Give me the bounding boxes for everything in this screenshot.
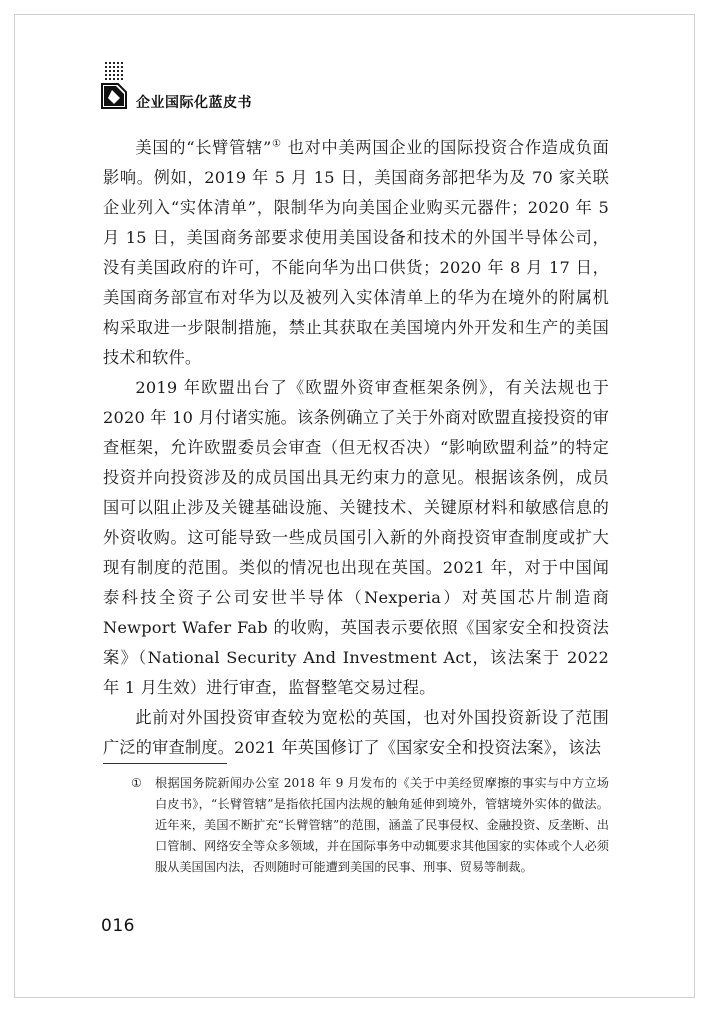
paragraph-1-lead: 美国的“长臂管辖” xyxy=(135,138,272,157)
book-stripes-logo-icon xyxy=(96,60,130,110)
series-title: 企业国际化蓝皮书 xyxy=(136,95,252,111)
paragraph-3: 此前对外国投资审查较为宽松的英国，也对外国投资新设了范围广泛的审查制度。2021 年英国修订了《国家安全和投资法案》，该法 xyxy=(103,708,609,757)
paragraph-2: 2019 年欧盟出台了《欧盟外资审查框架条例》，有关法规也于 2020 年 10 月付诸实施。该条例确立了关于外商对欧盟直接投资的审查框架，允许欧盟委员会审查（但无权否决）“影响欧盟利益”的特定投资并向投资涉及的成员国出具无约束力的意见。根据该条例，成员国可以阻止涉及关键基础设施、关键技术、关键原材料和敏感信息的外资收购。这可能导致一些成员国引入新的外商投资审查制度或扩大现有制度的范围。类似的情况也出现在英国。2021 年，对于中国闻泰科技全资子公司安世半导体（Nexperia）对英国芯片制造商 Newport Wafer Fab 的收购，英国表示要依照《国家安全和投资法案》（National Security And Investment Act，该法案于 2022 年 1 月生效）进行审查，监督整笔交易过程。 xyxy=(103,378,609,697)
paragraph-1-rest: 也对中美两国企业的国际投资合作造成负面影响。例如，2019 年 5 月 15 日，美国商务部把华为及 70 家关联企业列入“实体清单”，限制华为向美国企业购买元器件；2020 年 5 月 15 日，美国商务部要求使用美国设备和技术的外国半导体公司，没有美国政府的许可，不能向华为出口供货；2020 年 8 月 17 日，美国商务部宣布对华为以及被列入实体清单上的华为在境外的附属机构采取进一步限制措施，禁止其获取在美国境内外开发和生产的美国技术和软件。 xyxy=(103,138,609,367)
page-number: 016 xyxy=(101,916,135,936)
footnote-divider xyxy=(103,763,227,764)
body-text xyxy=(103,133,609,763)
running-header xyxy=(96,60,296,110)
footnote-text: 根据国务院新闻办公室 2018 年 9 月发布的《关于中美经贸摩擦的事实与中方立场白皮书》，“长臂管辖”是指依托国内法规的触角延伸到境外，管辖境外实体的做法。近年来，美国不断扩充“长臂管辖”的范围，涵盖了民事侵权、金融投资、反垄断、出口管制、网络安全等众多领域，并在国际事务中动辄要求其他国家的实体或个人必须服从美国国内法，否则随时可能遭到美国的民事、刑事、贸易等制裁。 xyxy=(155,776,609,874)
footnote-mark: ① xyxy=(131,776,142,790)
footnote-reference[interactable]: ① xyxy=(271,138,282,150)
paragraph-1 xyxy=(103,133,609,373)
footnote xyxy=(103,773,609,878)
